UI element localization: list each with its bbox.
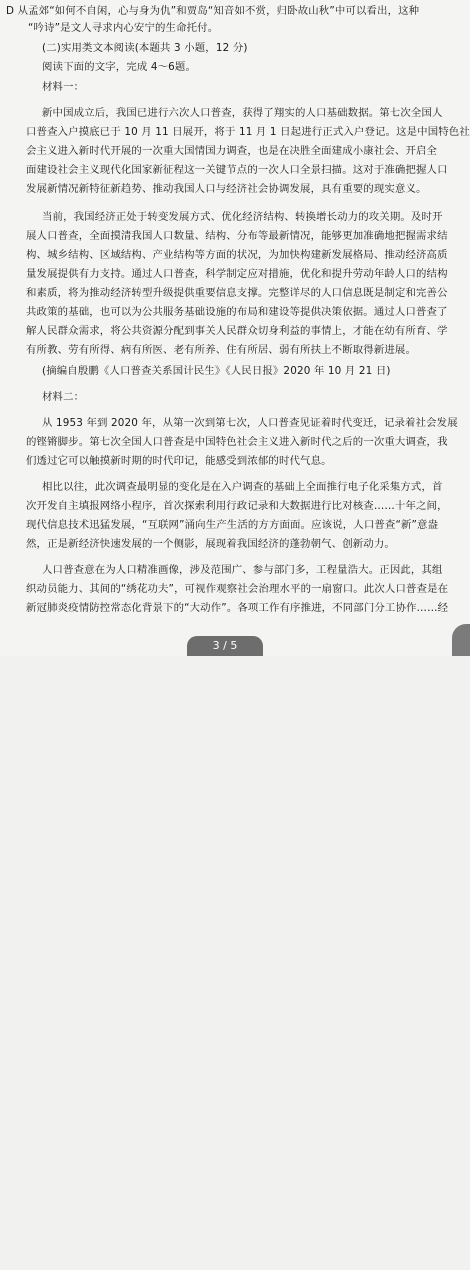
text-line: 然，正是新经济快速发展的一个侧影，展现着我国经济的蓬勃朝气、创新动力。: [26, 538, 395, 550]
text-line: 次开发自主填报网络小程序，首次探索利用行政记录和大数据进行比对核查……十年之间，: [26, 500, 448, 512]
text-line: 人口普查意在为人口精准画像，涉及范围广、参与部门多，工程量浩大。正因此，其组: [42, 564, 443, 576]
text-line: 构、城乡结构、区域结构、产业结构等方面的状况，为加快构建新发展格局、推动经济高质: [26, 249, 448, 261]
text-line: (二)实用类文本阅读(本题共 3 小题，12 分): [42, 42, 248, 54]
text-line: 解人民群众需求，将公共资源分配到事关人民群众切身利益的事情上，才能在幼有所育、学: [26, 325, 448, 337]
text-line: 当前，我国经济正处于转变发展方式、优化经济结构、转换增长动力的攻关期。及时开: [42, 211, 443, 223]
text-line: 材料二：: [42, 391, 85, 403]
text-line: 现代信息技术迅猛发展，“互联网”涌向生产生活的方方面面。应该说，人口普查“新”意盎: [26, 519, 439, 531]
text-line: D 从孟郊“如何不自闲，心与身为仇”和贾岛“知音如不赏，归卧故山秋”中可以看出，这种: [6, 5, 420, 17]
text-line: 阅读下面的文字，完成 4～6题。: [42, 61, 197, 73]
text-line: (摘编自殷鹏《人口普查关系国计民生》《人民日报》2020 年 10 月 21 日): [42, 365, 391, 377]
text-line: 的铿锵脚步。第七次全国人口普查是中国特色社会主义进入新时代之后的一次重大调查，我: [26, 436, 448, 448]
text-line: 新冠肺炎疫情防控常态化背景下的“大动作”。各项工作有序推进，不同部门分工协作……经: [26, 602, 449, 614]
text-line: 量发展提供有力支持。通过人口普查，科学制定应对措施，优化和提升劳动年龄人口的结构: [26, 268, 448, 280]
text-line: 口普查入户摸底已于 10 月 11 日展开，将于 11 月 1 日起进行正式入户登记。这是中国特色社: [26, 126, 470, 138]
text-line: 有所教、劳有所得、病有所医、老有所养、住有所居、弱有所扶上不断取得新进展。: [26, 344, 416, 356]
text-line: 相比以往，此次调查最明显的变化是在入户调查的基础上全面推行电子化采集方式，首: [42, 481, 443, 493]
text-line: 展人口普查，全面摸清我国人口数量、结构、分布等最新情况，能够更加准确地把握需求结: [26, 230, 448, 242]
page-indicator: 3 / 5: [187, 636, 263, 656]
text-line: 们透过它可以触摸新时期的时代印记，能感受到浓郁的时代气息。: [26, 455, 332, 467]
text-line: 会主义进入新时代开展的一次重大国情国力调查，也是在决胜全面建成小康社会、开启全: [26, 145, 438, 157]
text-line: “吟诗”是文人寻求内心安宁的生命托付。: [28, 22, 219, 34]
text-line: 共政策的基础，也可以为公共服务基础设施的布局和建设等提供决策依据。通过人口普查了: [26, 306, 448, 318]
text-line: 材料一：: [42, 81, 85, 93]
text-line: 新中国成立后，我国已进行六次人口普查，获得了翔实的人口基础数据。第七次全国人: [42, 107, 443, 119]
text-line: 面建设社会主义现代化国家新征程这一关键节点的一次人口全景扫描。这对于准确把握人口: [26, 164, 448, 176]
text-line: 和素质，将为推动经济转型升级提供重要信息支撑。完整详尽的人口信息既是制定和完善公: [26, 287, 448, 299]
page-turn-tab[interactable]: [452, 624, 470, 656]
text-line: 发展新情况新特征新趋势、推动我国人口与经济社会协调发展，具有重要的现实意义。: [26, 183, 427, 195]
text-line: 织动员能力、其间的“绣花功夫”，可视作观察社会治理水平的一扇窗口。此次人口普查是在: [26, 583, 449, 595]
text-line: 从 1953 年到 2020 年，从第一次到第七次，人口普查见证着时代变迁，记录着社会发展: [42, 417, 458, 429]
